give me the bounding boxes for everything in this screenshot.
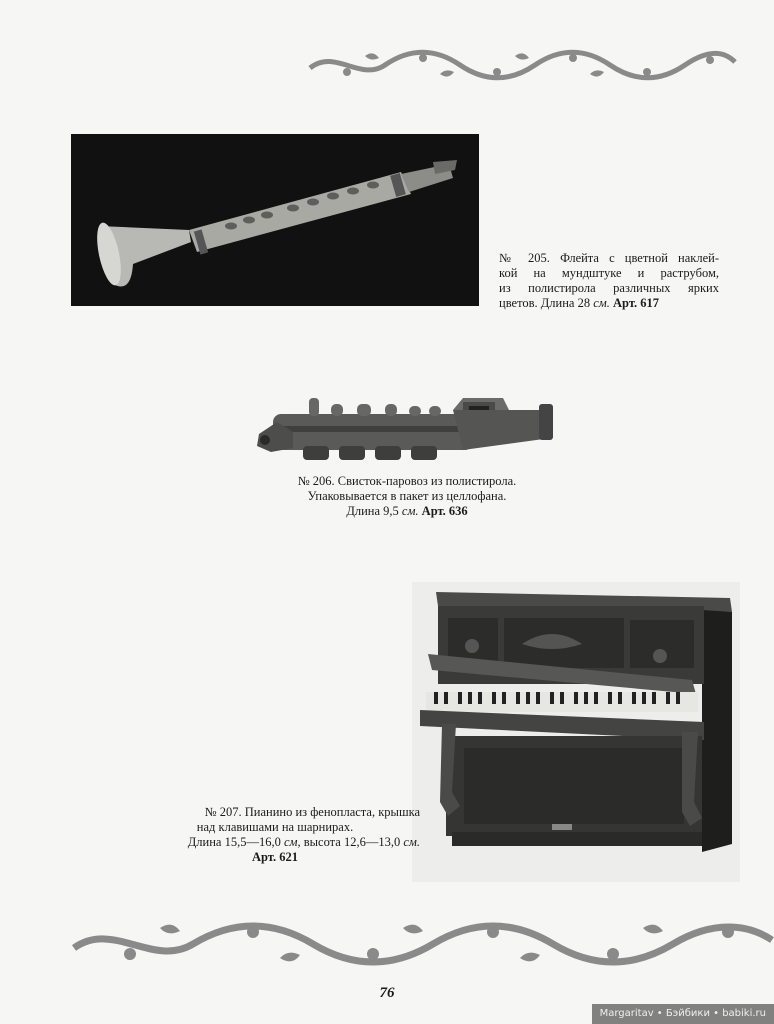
item-number: № 205. bbox=[499, 251, 550, 265]
piano-photo bbox=[412, 582, 740, 882]
top-floral-ornament bbox=[305, 48, 740, 82]
flute-photo bbox=[71, 134, 479, 306]
item-number: № 207. bbox=[204, 805, 242, 819]
article-number: Арт. 617 bbox=[613, 296, 660, 310]
caption-item-205: № 205. Флейта с цветной наклей- кой на мундштуке и раструбом, из полистирола различных ярких цветов. Длина 28 см. Арт. 617 bbox=[499, 251, 720, 310]
watermark: Margaritav • Бэйбики • babiki.ru bbox=[592, 1004, 774, 1024]
caption-item-207: № 207. Пианино из фенопласта, крышка над клавишами на шарнирах. Длина 15,5—16,0 см, высота 12,6—13,0 см. Арт. 621 bbox=[187, 805, 420, 864]
page-number: 76 bbox=[379, 985, 395, 1001]
article-number: Арт. 636 bbox=[421, 504, 468, 518]
item-number: № 206. bbox=[297, 474, 335, 488]
caption-item-206: № 206. Свисток-паровоз из полистирола. Упаковывается в пакет из целлофана. Длина 9,5 см. Арт. 636 bbox=[297, 474, 517, 518]
article-number: Арт. 621 bbox=[251, 850, 298, 864]
train-whistle-photo bbox=[253, 388, 558, 464]
bottom-floral-ornament bbox=[68, 918, 774, 970]
